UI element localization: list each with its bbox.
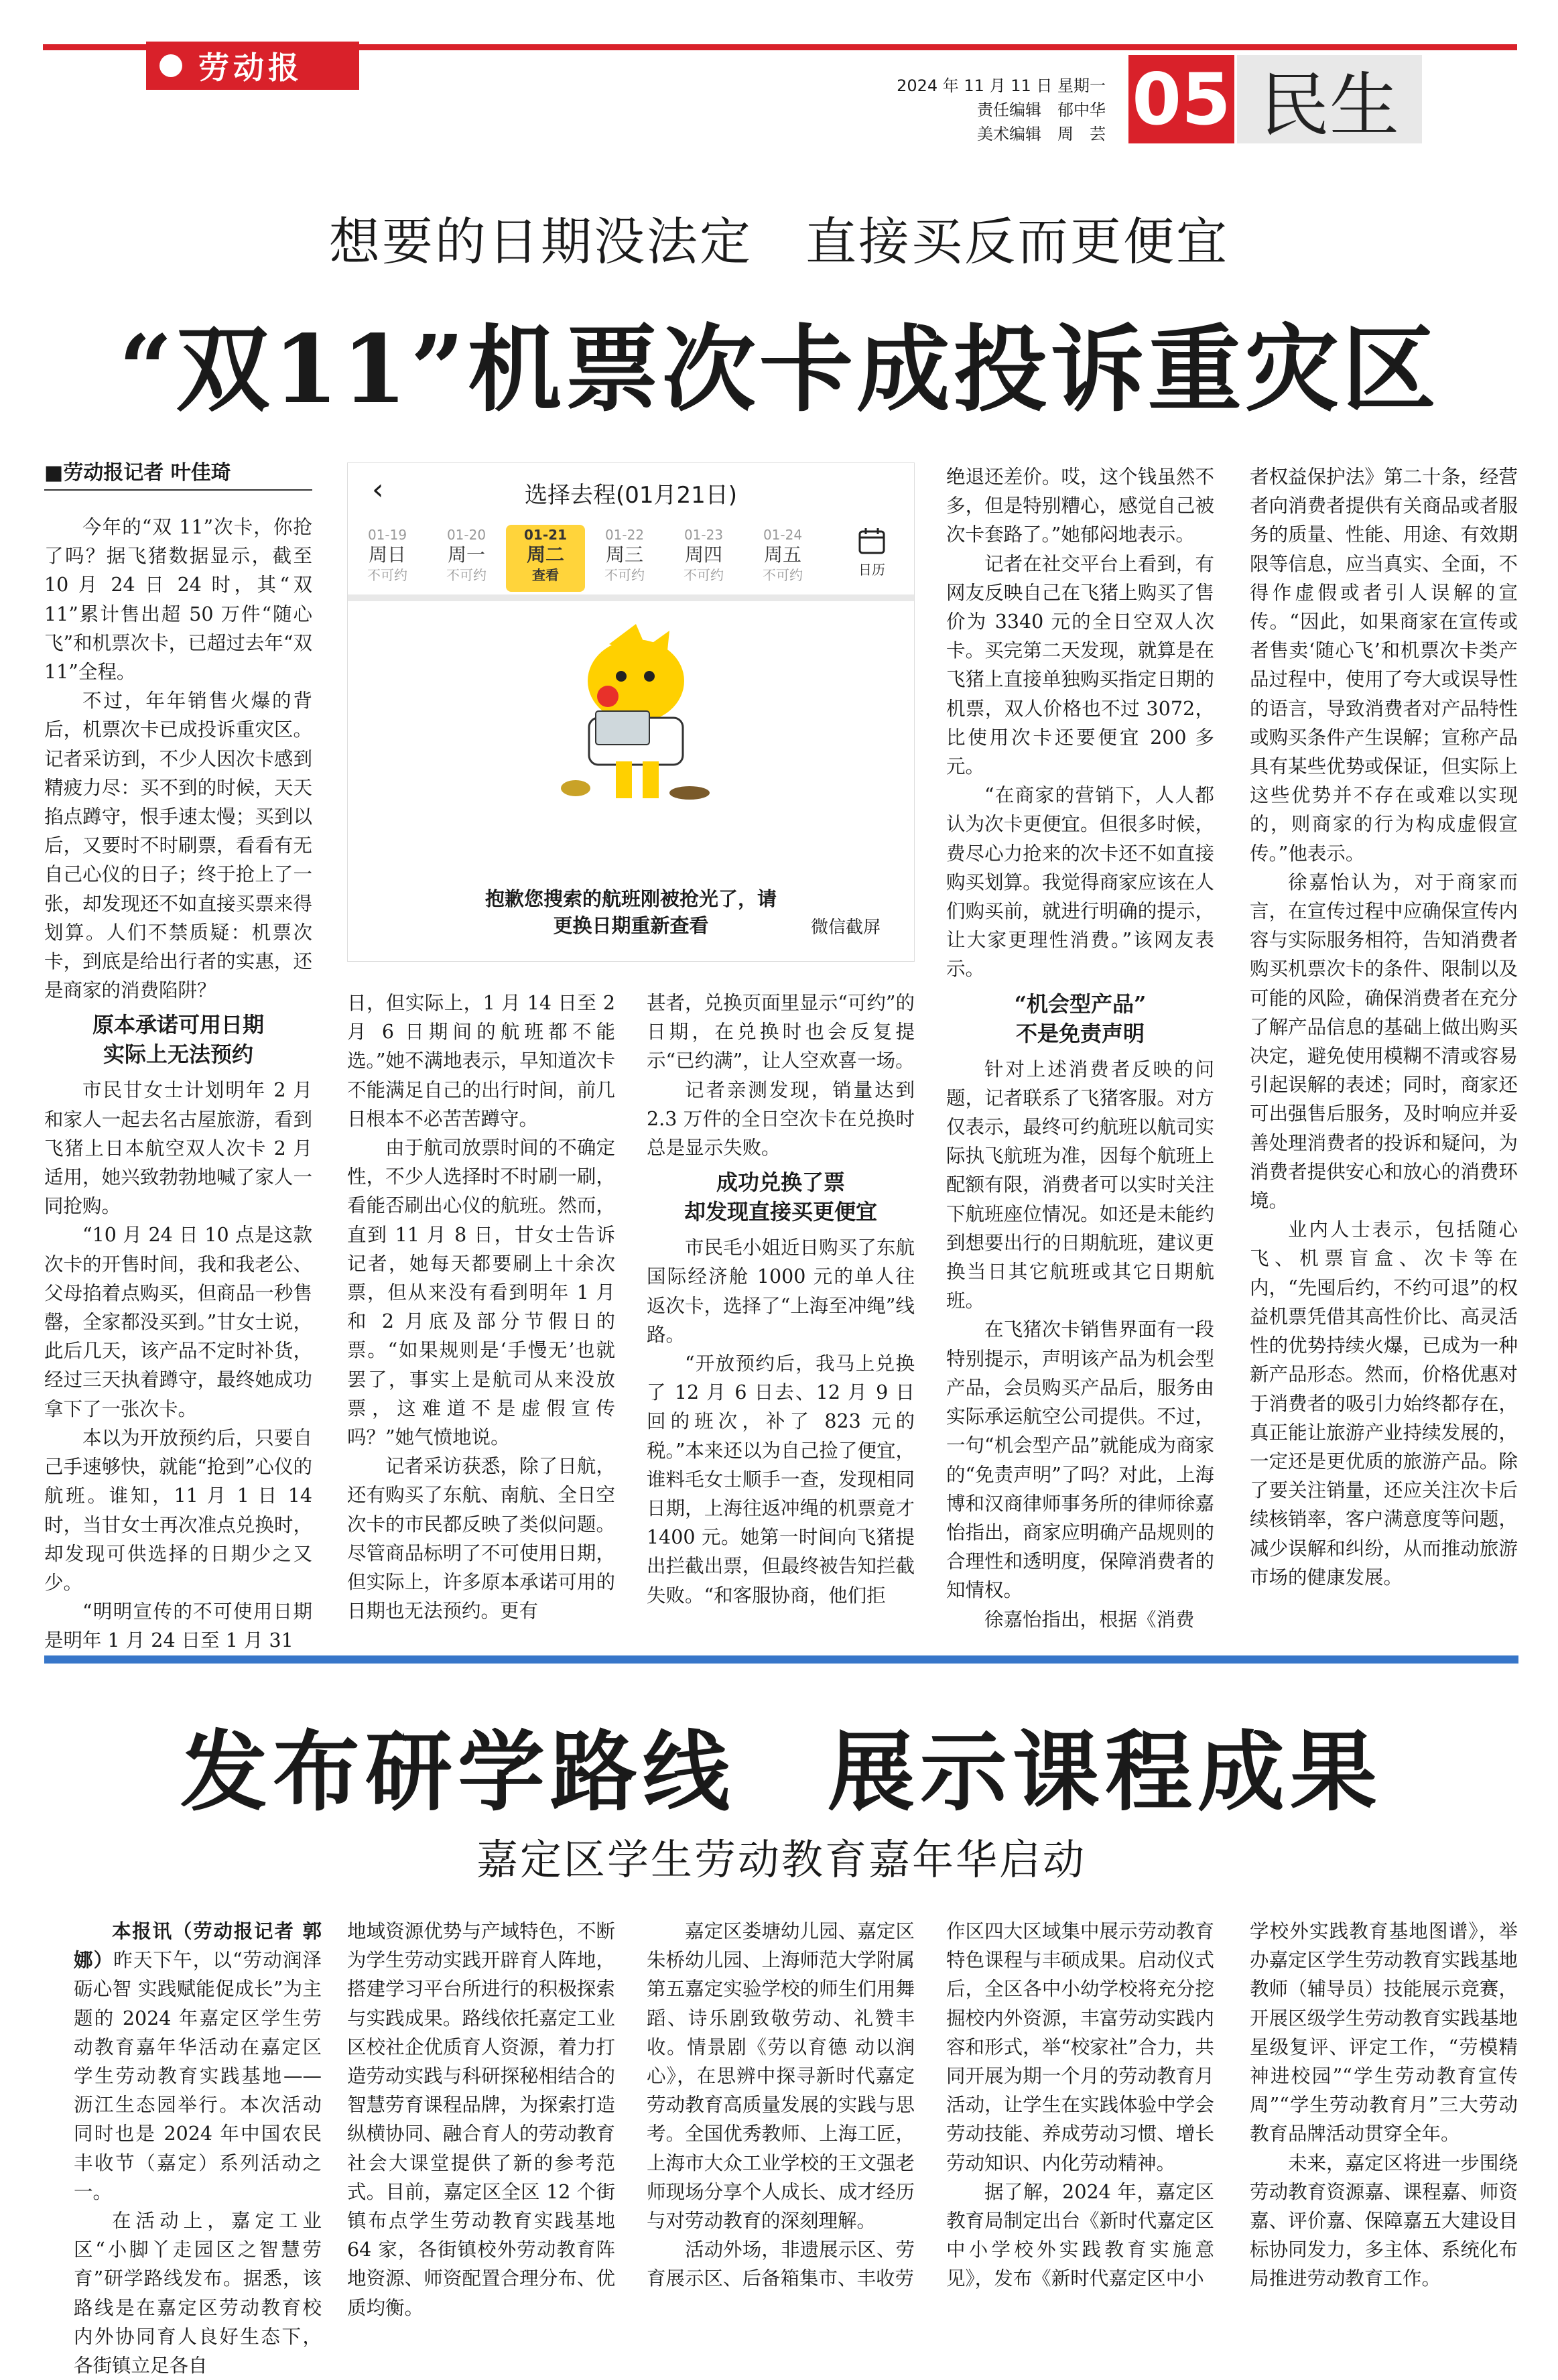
article2-column-2 <box>347 1917 615 2319</box>
paragraph: 记者亲测发现，销量达到 2.3 万件的全日空次卡在兑换时总是显示失败。 <box>647 1078 915 1160</box>
date-selector <box>348 525 914 592</box>
article1-column-1 <box>44 513 312 1652</box>
date-tab[interactable]: 01-24 周五 不可约 <box>763 527 803 583</box>
paragraph: 学校外实践教育基地图谱》，举办嘉定区学生劳动教育实践基地教师（辅导员）技能展示竞赛，开展区级学生劳动教育实践基地星级复评、评定工作，“劳模精神进校园”“学生劳动教育宣传周”“学生劳动教育月”三大劳动教育品牌活动贯穿全年。 <box>1250 1920 1518 2145</box>
paragraph: 今年的“双 11”次卡，你抢了吗？据飞猪数据显示，截至 10 月 24 日 24 时，其“双 11”累计售出超 50 万件“随心飞”和机票次卡，已超过去年“双 11”全程。 <box>44 516 312 684</box>
no-flights-message: 抱歉您搜索的航班刚被抢光了，请 更换日期重新查看 <box>484 887 777 937</box>
calendar-label: 日历 <box>858 562 885 578</box>
article1-column-4 <box>946 462 1214 1631</box>
calendar-icon <box>857 526 887 556</box>
paragraph: 本报讯（劳动报记者 郭娜）昨天下午，以“劳动润泽砺心智 实践赋能促成长”为主题的 2024 年嘉定区学生劳动教育嘉年华活动在嘉定区学生劳动教育实践基地——沥江生态园举行。本次活动同时也是 2024 年中国农民丰收节（嘉定）系列活动之一。 <box>74 1920 322 2203</box>
article1-column-3 <box>647 989 915 1619</box>
app-screenshot <box>347 462 915 962</box>
article2-title: 发布研学路线 展示课程成果 <box>180 1720 1382 1823</box>
subheading: 原本承诺可用日期 实际上无法预约 <box>92 1012 264 1068</box>
article1-title: “双11”机票次卡成投诉重灾区 <box>119 315 1439 425</box>
date-tab[interactable]: 01-19 周日 不可约 <box>367 527 407 583</box>
paragraph: “10 月 24 日 10 点是这款次卡的开售时间，我和我老公、父母掐着点购买，但商品一秒售罄，全家都没买到。”甘女士说，此后几天，该产品不定时补货，经过三天执着蹲守，最终她成功拿下了一张次卡。 <box>44 1224 312 1420</box>
article2-column-3 <box>647 1917 915 2319</box>
issue-date: 2024 年 11 月 11 日 星期一 <box>897 76 1106 95</box>
article2-column-1 <box>74 1917 322 2377</box>
article1-subtitle: 想要的日期没法定 直接买反而更便宜 <box>329 212 1229 271</box>
page-number: 05 <box>1128 55 1234 143</box>
back-arrow-icon[interactable]: ‹ <box>372 473 384 507</box>
dateline <box>838 74 1106 146</box>
paragraph: 嘉定区娄塘幼儿园、嘉定区朱桥幼儿园、上海师范大学附属第五嘉定实验学校的师生们用舞蹈、诗乐剧致敬劳动、礼赞丰收。情景剧《劳以育德 动以润心》，在思辨中探寻新时代嘉定劳动教育高质量发展的实践与思考。全国优秀教师、上海工匠，上海市大众工业学校的王文强老师现场分享个人成长、成才经历与对劳动教育的深刻理解。 <box>647 1920 915 2233</box>
paragraph: 徐嘉怡指出，根据《消费 <box>984 1608 1195 1631</box>
paragraph: 市民毛小姐近日购买了东航国际经济舱 1000 元的单人往返次卡，选择了“上海至冲绳”线路。 <box>647 1237 915 1346</box>
photo-credit: 微信截屏 <box>810 918 881 938</box>
paragraph: 市民甘女士计划明年 2 月和家人一起去名古屋旅游，看到飞猪上日本航空双人次卡 2 月适用，她兴致勃勃地喊了家人一同抢购。 <box>44 1079 312 1218</box>
art-editor: 美术编辑 周 芸 <box>977 125 1106 143</box>
article2-subtitle: 嘉定区学生劳动教育嘉年华启动 <box>476 1835 1086 1884</box>
mascot-illustration-icon <box>535 617 730 812</box>
paragraph: 作区四大区域集中展示劳动教育特色课程与丰硕成果。启动仪式后，全区各中小幼学校将充分挖掘校内外资源，丰富劳动实践内容和形式，举“校家社”合力，共同开展为期一个月的劳动教育月活动，让学生在实践体验中学会劳动技能、养成劳动习惯、增长劳动知识、内化劳动精神。 <box>946 1920 1214 2174</box>
section-name: 民生 <box>1237 55 1422 143</box>
paragraph: 针对上述消费者反映的问题，记者联系了飞猪客服。对方仅表示，最终可约航班以航司实际执飞航班为准，因每个航班上配额有限，消费者可以实时关注下航班座位情况。如还是未能约到想要出行的日期航班，建议更换当日其它航班或其它日期航班。 <box>946 1058 1214 1312</box>
paragraph: 日，但实际上，1 月 14 日至 2 月 6 日期间的航班都不能选。”她不满地表示，早知道次卡不能满足自己的出行时间，前几日根本不必苦苦蹲守。 <box>347 992 615 1130</box>
date-tab[interactable]: 01-23 周四 不可约 <box>684 527 724 583</box>
paragraph: “在商家的营销下，人人都认为次卡更便宜。但很多时候，费尽心力抢来的次卡还不如直接购买划算。我觉得商家应该在人们购买前，就进行明确的提示，让大家更理性消费。”该网友表示。 <box>946 784 1214 981</box>
paragraph: 未来，嘉定区将进一步围绕劳动教育资源嘉、课程嘉、师资嘉、评价嘉、保障嘉五大建设目标协同发力，多主体、系统化布局推进劳动教育工作。 <box>1250 2151 1518 2290</box>
paragraph: 甚者，兑换页面里显示“可约”的日期，在兑换时也会反复提示“已约满”，让人空欢喜一场。 <box>647 992 915 1072</box>
paragraph: 活动外场，非遗展示区、劳育展示区、后备箱集市、丰收劳 <box>647 2239 915 2290</box>
paragraph: 绝退还差价。哎，这个钱虽然不多，但是特别糟心，感觉自己被次卡套路了。”她郁闷地表示。 <box>946 466 1214 546</box>
paragraph: 记者采访获悉，除了日航，还有购买了东航、南航、全日空次卡的市民都反映了类似问题。尽管商品标明了不可使用日期，但实际上，许多原本承诺可用的日期也无法预约。更有 <box>347 1455 615 1623</box>
paragraph: 记者在社交平台上看到，有网友反映自己在飞猪上购买了售价为 3340 元的全日空双人次卡。买完第二天发现，就算是在飞猪上直接单独购买指定日期的机票，双人价格也不过 3072，比使用次卡还要便宜 200 多元。 <box>946 552 1214 778</box>
paragraph: “开放预约后，我马上兑换了 12 月 6 日去、12 月 9 日回的班次，补了 823 元的税。”本来还以为自己捡了便宜，谁料毛女士顺手一查，发现相同日期，上海往返冲绳的机票竟才 1400 元。她第一时间向飞猪提出拦截出票，但最终被告知拦截失败。“和客服协商，他们拒 <box>647 1353 915 1607</box>
article1-column-5 <box>1250 462 1518 1619</box>
paragraph: 在活动上，嘉定工业区“小脚丫走园区之智慧劳育”研学路线发布。据悉，该路线是在嘉定区劳动教育校内外协同育人良好生态下，各街镇立足各自 <box>74 2210 322 2377</box>
paragraph: 据了解，2024 年，嘉定区教育局制定出台《新时代嘉定区中小学校外实践教育实施意见》，发布《新时代嘉定区中小 <box>946 2180 1214 2290</box>
paragraph: 地域资源优势与产域特色，不断为学生劳动实践开辟育人阵地，搭建学习平台所进行的积极探索与实践成果。路线依托嘉定工业区校社企优质育人资源，着力打造劳动实践与科研探秘相结合的智慧劳育课程品牌，为探索打造纵横协同、融合育人的劳动教育社会大课堂提供了新的参考范式。目前，嘉定区全区 12 个街镇布点学生劳动教育实践基地 64 家，各街镇校外劳动教育阵地资源、师资配置合理分布、优质均衡。 <box>347 1920 615 2319</box>
date-tab[interactable]: 01-20 周一 不可约 <box>446 527 486 583</box>
paragraph: 业内人士表示，包括随心飞、机票盲盒、次卡等在内，“先囤后约，不约可退”的权益机票凭借其高性价比、高灵活性的优势持续火爆，已成为一种新产品形态。然而，价格优惠对于消费者的吸引力始终都存在，真正能让旅游产业持续发展的，一定还是更优质的旅游产品。除了要关注销量，还应关注次卡后续核销率，客户满意度等问题，减少误解和纠纷，从而推动旅游市场的健康发展。 <box>1250 1218 1518 1588</box>
paragraph: 在飞猪次卡销售界面有一段特别提示，声明该产品为机会型产品，会员购买产品后，服务由实际承运航空公司提供。不过，一句“机会型产品”就能成为商家的“免责声明”了吗？对此，上海博和汉商律师事务所的律师徐嘉怡指出，商家应明确产品规则的合理性和透明度，保障消费者的知情权。 <box>946 1318 1214 1602</box>
paragraph: 由于航司放票时间的不确定性，不少人选择时不时刷一刷，看能否刷出心仪的航班。然而，直到 11 月 8 日，甘女士告诉记者，她每天都要刷上十余次票，但从来没有看到明年 1 月和 2 月底及部分节假日的票。“如果规则是‘手慢无’也就罢了，事实上是航司从来没放票，这难道不是虚假宣传吗？”她气愤地说。 <box>347 1137 615 1449</box>
date-tab[interactable]: 01-22 周三 不可约 <box>604 527 645 583</box>
section-divider <box>44 1655 1518 1664</box>
subheading: “机会型产品” 不是免责声明 <box>1014 991 1147 1046</box>
responsible-editor: 责任编辑 郁中华 <box>977 101 1106 119</box>
article2-column-5 <box>1250 1917 1518 2319</box>
paper-name: 劳动报 <box>198 50 303 86</box>
subheading: 成功兑换了票 却发现直接买更便宜 <box>684 1170 877 1225</box>
logo-icon <box>159 54 182 77</box>
date-tab-selected[interactable]: 01-21 周二 查看 <box>506 525 585 592</box>
article1-byline: ■劳动报记者 叶佳琦 <box>44 456 312 491</box>
divider <box>348 594 914 601</box>
article2-column-4 <box>946 1917 1214 2319</box>
paragraph: 不过，年年销售火爆的背后，机票次卡已成投诉重灾区。记者采访到，不少人因次卡感到精疲力尽：买不到的时候，天天掐点蹲守，恨手速太慢；买到以后，又要时不时刷票，看看有无自己心仪的日子；终于抢上了一张，却发现还不如直接买票来得划算。人们不禁质疑：机票次卡，到底是给出行者的实惠，还是商家的消费陷阱？ <box>44 690 312 1002</box>
newspaper-logo <box>146 42 359 90</box>
lead-label: 本报讯（劳动报记者 郭娜） <box>74 1920 322 1972</box>
paragraph: 本以为开放预约后，只要自己手速够快，就能“抢到”心仪的航班。谁知，11 月 1 日 14 时，当甘女士再次准点兑换时，却发现可供选择的日期少之又少。 <box>44 1426 312 1594</box>
paragraph: 徐嘉怡认为，对于商家而言，在宣传过程中应确保宣传内容与实际服务相符，告知消费者购买机票次卡的条件、限制以及可能的风险，确保消费者在充分了解产品信息的基础上做出购买决定，避免使用模糊不清或容易引起误解的表述；同时，商家还可出强售后服务，及时响应并妥善处理消费者的投诉和疑问，为消费者提供安心和放心的消费环境。 <box>1250 871 1518 1212</box>
paragraph: “明明宣传的不可使用日期是明年 1 月 24 日至 1 月 31 <box>44 1601 312 1652</box>
paragraph: 者权益保护法》第二十条，经营者向消费者提供有关商品或者服务的质量、性能、用途、有效期限等信息，应当真实、全面，不得作虚假或者引人误解的宣传。“因此，如果商家在宣传或者售卖‘随心飞’和机票次卡类产品过程中，使用了夸大或误导性的语言，导致消费者对产品特性或购买条件产生误解；宣称产品具有某些优势或保证，但实际上这些优势并不存在或难以实现的，则商家的行为构成虚假宣传。”他表示。 <box>1250 466 1518 865</box>
calendar-button[interactable] <box>842 526 902 578</box>
screenshot-title: 选择去程(01月21日) <box>524 482 738 509</box>
article1-column-2 <box>347 989 615 1623</box>
